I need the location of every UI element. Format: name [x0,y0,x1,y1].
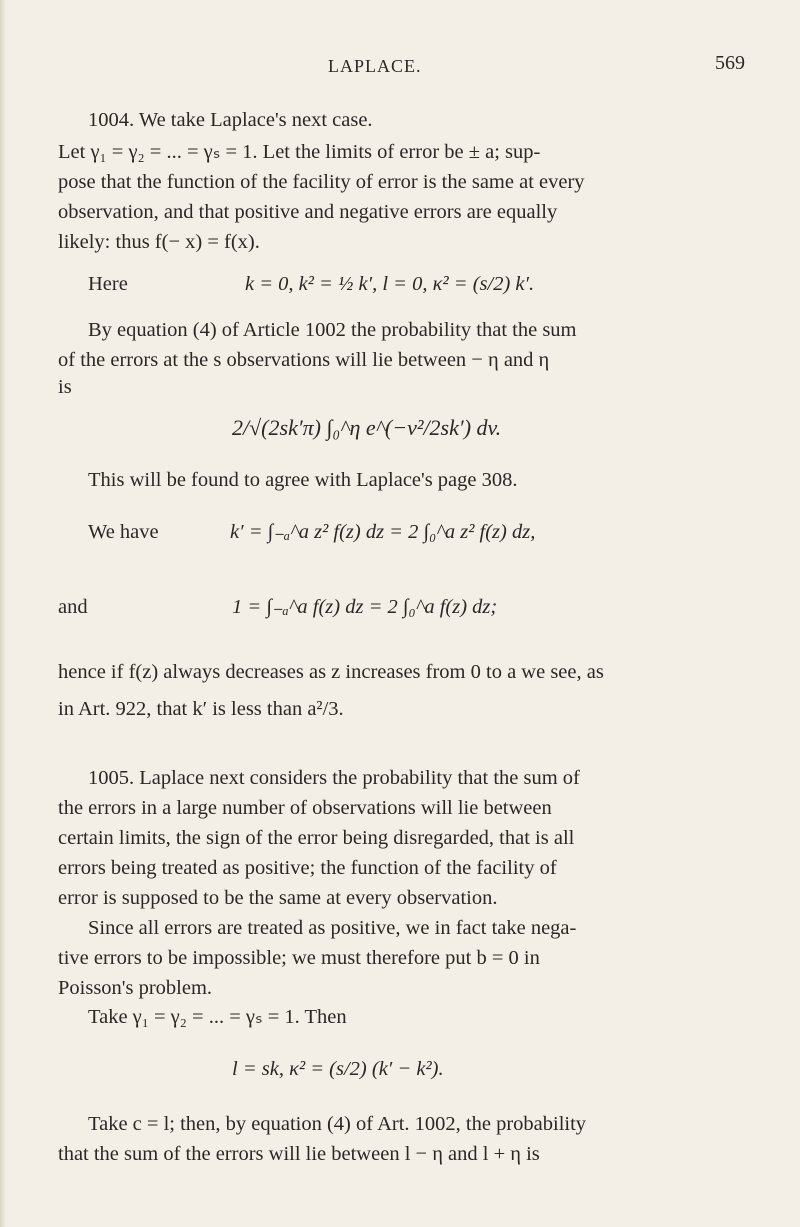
page-header [0,52,800,82]
paragraph-line: Let γ₁ = γ₂ = ... = γₛ = 1. Let the limits of error be ± a; sup- [58,141,541,163]
display-equation: 1 = ∫₋ₐ^a f(z) dz = 2 ∫₀^a f(z) dz; [232,596,498,618]
paragraph-line: of the errors at the s observations will lie between − η and η [58,349,550,371]
display-equation: k′ = ∫₋ₐ^a z² f(z) dz = 2 ∫₀^a z² f(z) dz, [230,521,536,543]
paragraph-line: This will be found to agree with Laplace's page 308. [88,469,518,491]
paragraph-line: Since all errors are treated as positive, we in fact take nega- [88,917,577,939]
equation-label: We have [88,521,159,543]
equation: k = 0, k² = ½ k′, l = 0, κ² = (s/2) k′. [245,273,535,295]
paragraph-line: tive errors to be impossible; we must therefore put b = 0 in [58,947,540,969]
paragraph-line: Take γ₁ = γ₂ = ... = γₛ = 1. Then [88,1006,347,1028]
paragraph-line: errors being treated as positive; the function of the facility of [58,857,557,879]
paragraph-line: in Art. 922, that k′ is less than a²/3. [58,698,344,720]
paragraph-line: Take c = l; then, by equation (4) of Art. 1002, the probability [88,1113,587,1135]
page-edge-shadow [0,0,6,1227]
page-number: 569 [715,52,745,74]
paragraph-line: observation, and that positive and negative errors are equally [58,201,558,223]
paragraph-line: that the sum of the errors will lie between l − η and l + η is [58,1143,540,1165]
paragraph-line: pose that the function of the facility of error is the same at every [58,171,585,193]
paragraph-line: hence if f(z) always decreases as z increases from 0 to a we see, as [58,661,604,683]
equation-label: Here [88,273,128,295]
paragraph-line: Poisson's problem. [58,977,213,999]
paragraph-line: By equation (4) of Article 1002 the probability that the sum [88,319,577,341]
running-head: LAPLACE. [328,56,422,76]
paragraph-line: certain limits, the sign of the error being disregarded, that is all [58,827,575,849]
equation-label: and [58,596,88,618]
paragraph-line: 1004. We take Laplace's next case. [88,109,373,131]
paragraph-line: is [58,376,72,398]
paragraph-line: likely: thus f(− x) = f(x). [58,231,260,253]
display-equation: l = sk, κ² = (s/2) (k′ − k²). [232,1058,444,1080]
paragraph-line: error is supposed to be the same at every observation. [58,887,498,909]
paragraph-line: the errors in a large number of observations will lie between [58,797,552,819]
paragraph-line: 1005. Laplace next considers the probability that the sum of [88,767,580,789]
display-equation: 2/√(2sk′π) ∫₀^η e^(−v²/2sk′) dv. [232,415,502,440]
